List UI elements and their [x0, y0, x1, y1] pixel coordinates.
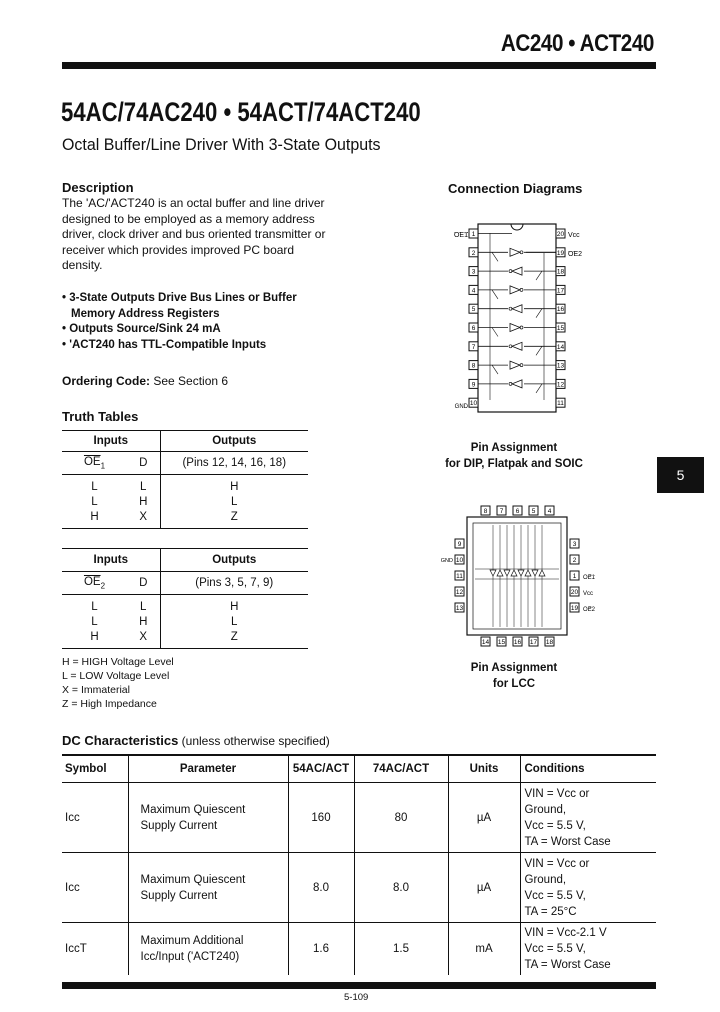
dip-pin [556, 342, 565, 351]
dc-units: µA [448, 853, 520, 923]
feature-list [62, 291, 297, 353]
svg-text:2: 2 [471, 249, 476, 257]
table-row: H X Z [62, 629, 308, 649]
lcc-pin [529, 506, 538, 515]
footer-rule [62, 982, 656, 989]
tt2-outputs-header: Outputs [212, 554, 257, 566]
dc-table [62, 754, 656, 975]
section-tab: 5 [657, 457, 704, 493]
dc-col-parameter: Parameter [128, 755, 288, 783]
truth-table-legend [62, 655, 174, 711]
lcc-pin [497, 637, 506, 646]
svg-text:17: 17 [556, 287, 565, 295]
dip-vcc-label: Vcc [568, 232, 580, 239]
ordering-code-value: See Section 6 [153, 374, 229, 388]
dip-pin [556, 361, 565, 370]
svg-text:1: 1 [471, 231, 476, 238]
dc-symbol: Icc [62, 783, 128, 853]
buffer-gate-icon [525, 525, 531, 627]
lcc-pin [455, 571, 464, 580]
dip-pin [469, 361, 478, 370]
svg-text:20: 20 [570, 589, 579, 596]
legend-item: Z = High Impedance [62, 698, 157, 710]
svg-text:19: 19 [570, 605, 579, 612]
legend-item: H = HIGH Voltage Level [62, 656, 174, 668]
dc-value-54: 160 [288, 783, 354, 853]
dc-parameter: Maximum Quiescent Supply Current [128, 783, 288, 853]
svg-text:6: 6 [471, 325, 476, 332]
dc-col-symbol: Symbol [62, 755, 128, 783]
feature-item: • Outputs Source/Sink 24 mA [62, 323, 221, 335]
dip-pin [469, 379, 478, 388]
dip-caption-line: Pin Assignment [470, 442, 558, 454]
buffer-gate-icon [497, 525, 503, 627]
dip-pin [556, 379, 565, 388]
svg-text:15: 15 [497, 639, 506, 646]
svg-text:3: 3 [572, 541, 577, 548]
dc-conditions: VIN = Vcc-2.1 V Vcc = 5.5 V, TA = Worst Case [520, 923, 656, 975]
dc-col-units: Units [448, 755, 520, 783]
dip-pin [556, 248, 565, 257]
connection-diagrams-heading: Connection Diagrams [448, 181, 583, 196]
dc-units: µA [448, 783, 520, 853]
svg-text:11: 11 [557, 400, 564, 408]
table-row [62, 853, 656, 923]
lcc-oe2-label: OE2 [583, 607, 596, 613]
svg-text:19: 19 [556, 249, 565, 257]
description-line: designed to be employed as a memory address [62, 211, 315, 226]
svg-text:13: 13 [455, 605, 464, 612]
lcc-pin [570, 539, 579, 548]
svg-text:5: 5 [531, 508, 536, 515]
dc-col-54: 54AC/ACT [288, 755, 354, 783]
dip-pin [469, 304, 478, 313]
lcc-vcc-label: Vcc [583, 591, 594, 597]
dc-value-74: 80 [354, 783, 448, 853]
lcc-pin [570, 603, 579, 612]
table-row: L H L [91, 615, 238, 628]
lcc-pin [455, 603, 464, 612]
svg-text:14: 14 [556, 343, 565, 351]
lcc-pin [481, 637, 490, 646]
ordering-code [62, 374, 228, 390]
svg-text:10: 10 [469, 400, 478, 408]
dip-pin [469, 229, 478, 238]
tt1-out-col: (Pins 12, 14, 16, 18) [182, 457, 287, 469]
svg-text:13: 13 [556, 362, 565, 370]
svg-text:11: 11 [456, 573, 463, 580]
feature-item: Memory Address Registers [71, 307, 220, 320]
dc-heading-note: (unless otherwise specified) [181, 734, 330, 748]
table-row: L H L [91, 495, 238, 508]
svg-text:3: 3 [471, 268, 476, 276]
dc-value-54: 8.0 [288, 853, 354, 923]
dip-oe2-label: OE2 [568, 251, 583, 258]
dc-value-74: 1.5 [354, 923, 448, 975]
description-line: The 'AC/'ACT240 is an octal buffer and line driver [62, 196, 325, 210]
dip-left-pin-group [469, 229, 478, 407]
tt2-oe-col: $\overline{OE}_2$ [83, 575, 106, 591]
dip-caption [434, 440, 594, 472]
feature-item: • 'ACT240 has TTL-Compatible Inputs [62, 338, 267, 351]
svg-text:17: 17 [529, 639, 538, 646]
tt1-d-col: D [127, 452, 160, 475]
table-row [62, 923, 656, 975]
page-number: 5-109 [344, 992, 369, 1003]
dip-gnd-label: GND [454, 404, 468, 410]
lcc-diagram [435, 503, 605, 649]
tt2-inputs-header: Inputs [62, 549, 160, 572]
dip-internal-buffers [478, 233, 556, 400]
legend-item: X = Immaterial [62, 684, 130, 696]
svg-text:16: 16 [513, 639, 522, 646]
svg-text:4: 4 [547, 508, 552, 515]
table-row: L L H [62, 595, 308, 615]
svg-text:1: 1 [572, 573, 577, 580]
svg-text:14: 14 [481, 639, 490, 646]
lcc-pin [545, 506, 554, 515]
svg-text:7: 7 [471, 343, 476, 351]
svg-text:18: 18 [556, 268, 565, 276]
dip-pin [556, 323, 565, 332]
svg-text:9: 9 [457, 541, 462, 548]
svg-text:8: 8 [483, 508, 488, 515]
lcc-pin [529, 637, 538, 646]
lcc-pin [455, 539, 464, 548]
tt2-out-col: (Pins 3, 5, 7, 9) [195, 577, 274, 589]
dip-pin [469, 285, 478, 294]
lcc-oe1-label: OE1 [583, 575, 596, 581]
lcc-pin [455, 555, 464, 564]
header-rule [62, 62, 656, 69]
table-row: L L H [62, 475, 308, 495]
dc-heading-title: DC Characteristics [62, 733, 179, 748]
lcc-pin [570, 555, 579, 564]
lcc-pin [570, 571, 579, 580]
svg-text:2: 2 [572, 557, 577, 564]
buffer-gate-icon [518, 525, 524, 627]
svg-text:15: 15 [556, 325, 565, 332]
page-subtitle: Octal Buffer/Line Driver With 3-State Outputs [62, 135, 381, 154]
dc-parameter: Maximum Additional Icc/Input ('ACT240) [128, 923, 288, 975]
svg-text:18: 18 [545, 639, 554, 646]
lcc-pin [570, 587, 579, 596]
lcc-caption [434, 660, 594, 692]
svg-text:20: 20 [556, 231, 565, 238]
lcc-pin [513, 506, 522, 515]
dip-pin [469, 267, 478, 276]
dc-units: mA [448, 923, 520, 975]
lcc-caption-line: Pin Assignment [470, 662, 558, 674]
lcc-caption-line: for LCC [492, 678, 536, 690]
dip-pin [556, 229, 565, 238]
buffer-gate-icon [532, 525, 538, 627]
dc-value-74: 8.0 [354, 853, 448, 923]
dip-pin [469, 342, 478, 351]
dc-conditions: VIN = Vcc or Ground, Vcc = 5.5 V, TA = Worst Case [520, 783, 656, 853]
dip-pin [469, 323, 478, 332]
tt1-inputs-header: Inputs [62, 431, 160, 452]
legend-item: L = LOW Voltage Level [62, 670, 170, 682]
lcc-pin [455, 587, 464, 596]
truth-tables-heading: Truth Tables [62, 409, 139, 424]
svg-text:12: 12 [556, 381, 565, 389]
description-heading: Description [62, 180, 134, 195]
dc-col-conditions: Conditions [520, 755, 656, 783]
page-title: 54AC/74AC240 • 54ACT/74ACT240 [61, 97, 421, 127]
table-row: H X Z [62, 509, 308, 529]
dip-pin [469, 398, 478, 407]
header-part-title: AC240 • ACT240 [500, 30, 654, 57]
buffer-gate-icon [504, 525, 510, 627]
truth-table-2 [62, 548, 308, 649]
svg-text:6: 6 [515, 508, 520, 515]
svg-text:8: 8 [471, 362, 476, 370]
dip-oe1-label: OE1 [453, 232, 468, 239]
lcc-pin [481, 506, 490, 515]
dc-conditions: VIN = Vcc or Ground, Vcc = 5.5 V, TA = 25°C [520, 853, 656, 923]
ordering-code-label: Ordering Code: [62, 374, 151, 388]
dip-caption-line: for DIP, Flatpak and SOIC [445, 458, 583, 470]
dip-pin [469, 248, 478, 257]
lcc-internal-buffers [475, 525, 559, 627]
svg-text:9: 9 [471, 381, 476, 389]
tt1-oe-col: $\overline{OE}_1$ [83, 455, 106, 471]
svg-text:5: 5 [471, 306, 476, 314]
buffer-gate-icon [511, 525, 517, 627]
buffer-gate-icon [539, 525, 545, 627]
svg-text:7: 7 [499, 508, 504, 515]
buffer-gate-icon [490, 525, 496, 627]
tt1-outputs-header: Outputs [212, 435, 257, 447]
dip-pin [556, 285, 565, 294]
svg-text:10: 10 [455, 557, 464, 564]
dip-pin [556, 304, 565, 313]
svg-text:4: 4 [471, 287, 476, 295]
dip-pin [556, 398, 565, 407]
dip-pin [556, 267, 565, 276]
dc-value-54: 1.6 [288, 923, 354, 975]
dc-symbol: Icc [62, 853, 128, 923]
svg-text:16: 16 [556, 306, 565, 314]
description-line: receiver which provides improved PC board [62, 242, 295, 257]
lcc-pin [513, 637, 522, 646]
svg-text:12: 12 [455, 589, 464, 596]
dc-heading [62, 733, 330, 748]
table-row [62, 783, 656, 853]
dc-symbol: IccT [65, 942, 87, 955]
feature-item: • 3-State Outputs Drive Bus Lines or Buffer [62, 292, 297, 304]
tt2-d-col: D [127, 572, 160, 595]
dip-right-pin-group [556, 229, 565, 407]
description-line: density. [62, 258, 103, 272]
description-text [62, 196, 325, 274]
description-line: driver, clock driver and bus oriented transmitter or [62, 227, 326, 241]
dc-parameter: Maximum Quiescent Supply Current [128, 853, 288, 923]
lcc-pin [545, 637, 554, 646]
dip-diagram [440, 220, 600, 415]
truth-table-1 [62, 430, 308, 529]
lcc-gnd-label: GND [440, 558, 453, 564]
dc-col-74: 74AC/ACT [354, 755, 448, 783]
lcc-pin [497, 506, 506, 515]
